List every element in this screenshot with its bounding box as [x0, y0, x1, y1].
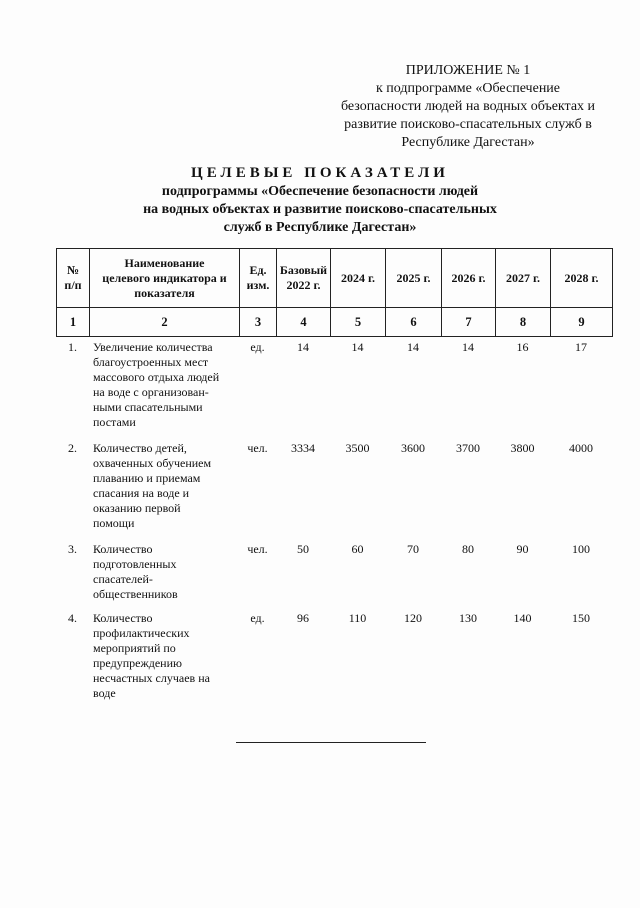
- column-number: 2: [90, 308, 240, 337]
- appendix-line: к подпрограмме «Обеспечение: [375, 81, 561, 96]
- document-heading: [0, 163, 640, 237]
- header-cell-unit: [240, 249, 277, 308]
- indicator-name: [89, 437, 239, 538]
- unit-cell: чел.: [247, 441, 268, 455]
- document-subtitle-line: на водных объектах и развитие поисково-спасательных: [143, 202, 497, 217]
- indicator-name-line: оказанию первой: [93, 501, 181, 515]
- indicator-name-line: мероприятий по: [93, 641, 176, 655]
- value-cell: 80: [462, 542, 474, 556]
- value-cell: 100: [572, 542, 590, 556]
- value-cell: 70: [407, 542, 419, 556]
- value-cell: 14: [407, 340, 419, 354]
- table-row: [56, 607, 612, 708]
- value-cell: 3600: [401, 441, 425, 455]
- indicator-name: [89, 607, 239, 708]
- indicator-name-line: общественников: [93, 587, 178, 601]
- header-line: изм.: [246, 278, 270, 292]
- indicator-name-line: ными спасательными: [93, 400, 203, 414]
- appendix-line: Республике Дагестан»: [401, 135, 535, 150]
- table-row: [56, 538, 612, 607]
- indicator-name-line: подготовленных: [93, 557, 177, 571]
- header-cell-2024: 2024 г.: [331, 249, 386, 308]
- unit-cell: ед.: [250, 611, 265, 625]
- header-line: целевого индикатора и: [102, 270, 227, 285]
- header-cell-2028: 2028 г.: [551, 249, 613, 308]
- value-cell: 50: [297, 542, 309, 556]
- indicators-table-header: [56, 248, 613, 337]
- appendix-line: развитие поисково-спасательных служб в: [344, 117, 592, 132]
- value-cell: 90: [516, 542, 529, 556]
- indicator-name-line: предупреждению: [93, 656, 182, 670]
- column-number: 3: [240, 308, 277, 337]
- header-cell-2026: 2026 г.: [442, 249, 496, 308]
- value-cell: 96: [297, 611, 309, 625]
- indicator-name-line: спасателей-: [93, 572, 153, 586]
- table-row: [56, 336, 612, 437]
- value-cell: 14: [297, 340, 309, 354]
- indicator-name: [89, 336, 239, 437]
- row-number: 3.: [68, 542, 77, 556]
- indicator-name-line: благоустроенных мест: [93, 355, 209, 369]
- indicator-name-line: воде: [93, 686, 116, 700]
- header-cell-2025: 2025 г.: [386, 249, 442, 308]
- indicator-name-line: несчастных случаев на: [93, 671, 210, 685]
- closing-line: [236, 742, 426, 743]
- row-number: 1.: [68, 340, 77, 354]
- value-cell: 14: [462, 340, 474, 354]
- document-subtitle-line: подпрограммы «Обеспечение безопасности людей: [161, 184, 479, 199]
- header-cell-base: [277, 249, 331, 308]
- document-subtitle-line: служб в Республике Дагестан»: [223, 220, 417, 235]
- value-cell: 140: [513, 611, 532, 625]
- value-cell: 17: [575, 340, 587, 354]
- indicator-name-line: на воде с организован-: [93, 385, 209, 399]
- column-number: 7: [442, 308, 496, 337]
- column-number: 5: [331, 308, 386, 337]
- indicator-name-line: Количество детей,: [93, 441, 187, 455]
- value-cell: 14: [351, 340, 364, 354]
- unit-cell: чел.: [247, 542, 268, 556]
- indicator-name-line: Увеличение количества: [93, 340, 213, 354]
- indicator-name-line: помощи: [93, 516, 135, 530]
- value-cell: 3334: [291, 441, 315, 455]
- value-cell: 150: [572, 611, 590, 625]
- header-cell-2027: 2027 г.: [496, 249, 551, 308]
- header-line: 2022 г.: [286, 278, 321, 292]
- indicators-table-body: [56, 336, 612, 708]
- indicator-name-line: плаванию и приемам: [93, 471, 201, 485]
- appendix-block: [318, 62, 618, 152]
- value-cell: 3800: [510, 441, 535, 455]
- value-cell: 130: [459, 611, 477, 625]
- indicator-name-line: охваченных обучением: [93, 456, 212, 470]
- indicator-name-line: массового отдыха людей: [93, 370, 220, 384]
- header-line: п/п: [64, 278, 82, 292]
- indicator-name: [89, 538, 239, 607]
- value-cell: 16: [516, 340, 529, 354]
- value-cell: 3500: [345, 441, 370, 455]
- column-number: 4: [277, 308, 331, 337]
- row-number: 2.: [68, 441, 77, 455]
- appendix-line: ПРИЛОЖЕНИЕ № 1: [405, 63, 531, 78]
- value-cell: 3700: [456, 441, 480, 455]
- table-row: [56, 437, 612, 538]
- header-cell-name: [90, 249, 240, 308]
- column-number: 8: [496, 308, 551, 337]
- value-cell: 4000: [569, 441, 593, 455]
- indicator-name-line: Количество: [93, 542, 153, 556]
- header-line: Ед.: [249, 263, 267, 277]
- header-line: показателя: [134, 285, 195, 300]
- header-line: Наименование: [124, 255, 205, 270]
- value-cell: 110: [348, 611, 367, 625]
- row-number: 4.: [68, 611, 77, 625]
- header-cell-num: [57, 249, 90, 308]
- header-line: Базовый: [279, 263, 328, 277]
- indicator-name-line: Количество: [93, 611, 153, 625]
- column-number: 9: [551, 308, 613, 337]
- value-cell: 60: [351, 542, 364, 556]
- column-number: 1: [57, 308, 90, 337]
- indicator-name-line: профилактических: [93, 626, 190, 640]
- value-cell: 120: [404, 611, 422, 625]
- column-number: 6: [386, 308, 442, 337]
- document-title: ЦЕЛЕВЫЕ ПОКАЗАТЕЛИ: [191, 165, 449, 181]
- appendix-line: безопасности людей на водных объектах и: [340, 99, 596, 114]
- header-line: №: [66, 263, 80, 277]
- indicator-name-line: постами: [93, 415, 136, 429]
- indicator-name-line: спасания на воде и: [93, 486, 190, 500]
- unit-cell: ед.: [250, 340, 265, 354]
